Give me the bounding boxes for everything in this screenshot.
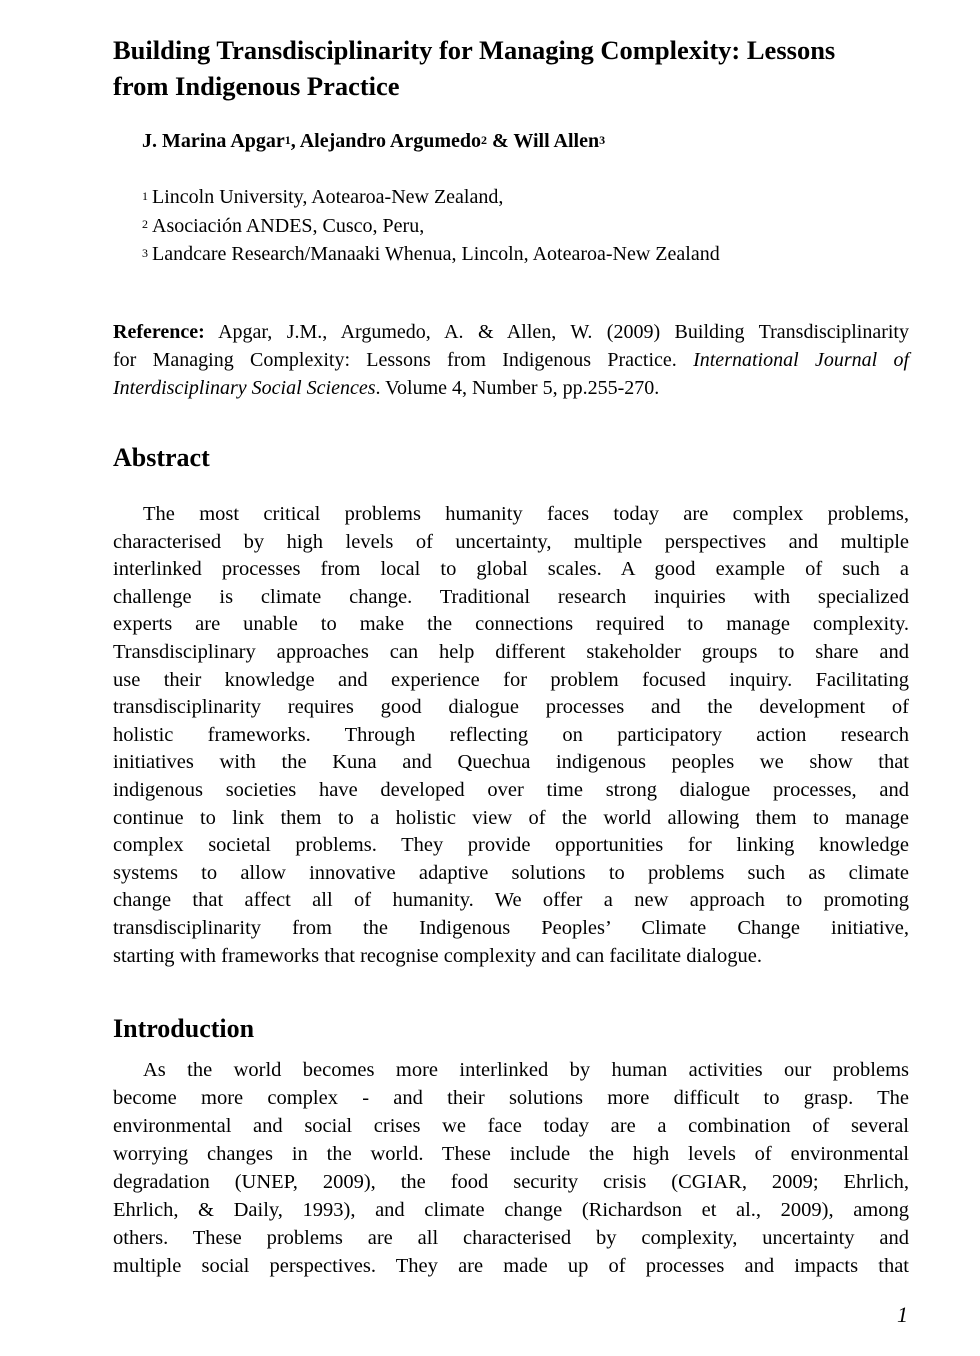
text-line: complex societal problems. They provide opportunities for linking knowledge (113, 834, 909, 857)
affiliation-text: Landcare Research/Manaaki Whenua, Lincoln, Aotearoa-New Zealand (152, 243, 720, 265)
text-line: multiple social perspectives. They are made up of processes and impacts that (113, 1255, 909, 1277)
paper-title (113, 32, 913, 104)
text-line: Transdisciplinary approaches can help different stakeholder groups to share and (113, 640, 909, 663)
citation-reference (113, 318, 909, 402)
affiliation-text: Asociación ANDES, Cusco, Peru, (152, 214, 425, 237)
affiliation-text: Lincoln University, Aotearoa-New Zealand, (152, 186, 504, 208)
text-line: degradation (UNEP, 2009), the food security crisis (CGIAR, 2009; Ehrlich, (113, 1171, 909, 1193)
text-line: experts are unable to make the connections required to manage complexity. (113, 613, 909, 636)
author-name: Alejandro Argumedo (299, 130, 481, 152)
text-line: indigenous societies have developed over time strong dialogue processes, and (113, 778, 909, 801)
author-affiliation-marker: 2 (481, 132, 487, 147)
text-line: others. These problems are all characterised by complexity, uncertainty and (113, 1227, 909, 1249)
affiliation-list (142, 183, 720, 269)
abstract-body (113, 501, 909, 970)
affiliation-item (142, 240, 720, 269)
author-name: J. Marina Apgar (142, 130, 285, 152)
text-line: Ehrlich, & Daily, 1993), and climate change (Richardson et al., 2009), among (113, 1199, 909, 1221)
journal-name: International Journal of (693, 349, 910, 371)
affiliation-number: 3 (142, 245, 148, 260)
title-line: from Indigenous Practice (113, 71, 400, 101)
author-affiliation-marker: 3 (599, 132, 606, 147)
reference-label: Reference: (113, 321, 205, 343)
reference-line: Interdisciplinary Social Sciences. Volume 4, Number 5, pp.255-270. (113, 377, 660, 399)
affiliation-number: 2 (142, 217, 148, 232)
text-line: continue to link them to a holistic view of the world allowing them to manage (113, 806, 909, 829)
text-line: become more complex - and their solutions more difficult to grasp. The (113, 1087, 909, 1109)
affiliation-item (142, 183, 720, 212)
author-name: Will Allen (513, 130, 600, 152)
reference-line: Reference: Apgar, J.M., Argumedo, A. & Allen, W. (2009) Building Transdisciplinarity (113, 321, 909, 343)
author-separator: , (290, 130, 300, 152)
text-line: initiatives with the Kuna and Quechua indigenous peoples we show that (113, 751, 909, 774)
affiliation-item (142, 212, 720, 241)
text-line: transdisciplinarity requires good dialogue processes and the development of (113, 696, 909, 719)
text-line: environmental and social crises we face today are a combination of several (113, 1115, 909, 1137)
author-list (142, 127, 605, 155)
text-line: systems to allow innovative adaptive solutions to problems such as climate (113, 861, 909, 884)
author-affiliation-marker: 1 (284, 132, 291, 147)
text-line: interlinked processes from local to global scales. A good example of such a (113, 558, 909, 581)
abstract-heading: Abstract (113, 443, 210, 472)
title-line: Building Transdisciplinarity for Managing Complexity: Lessons (113, 35, 836, 65)
affiliation-number: 1 (142, 188, 148, 203)
text-line: holistic frameworks. Through reflecting on participatory action research (113, 723, 909, 746)
reference-line: for Managing Complexity: Lessons from Indigenous Practice. International Journal of (113, 349, 910, 371)
text-line: characterised by high levels of uncertainty, multiple perspectives and multiple (113, 530, 909, 553)
text-line: challenge is climate change. Traditional research inquiries with specialized (113, 585, 909, 608)
introduction-heading: Introduction (113, 1014, 255, 1043)
author-separator: & (487, 130, 514, 152)
text-line: The most critical problems humanity faces today are complex problems, (143, 503, 909, 525)
text-line: use their knowledge and experience for problem focused inquiry. Facilitating (113, 668, 909, 691)
text-line: starting with frameworks that recognise complexity and can facilitate dialogue. (113, 944, 762, 967)
text-line: worrying changes in the world. These include the high levels of environmental (113, 1143, 909, 1165)
page-number: 1 (897, 1302, 908, 1327)
journal-name: Interdisciplinary Social Sciences (113, 377, 376, 399)
introduction-body (113, 1056, 909, 1280)
text-line: As the world becomes more interlinked by human activities our problems (143, 1059, 909, 1081)
text-line: change that affect all of humanity. We offer a new approach to promoting (113, 889, 909, 912)
text-line: transdisciplinarity from the Indigenous Peoples’ Climate Change initiative, (113, 916, 909, 939)
